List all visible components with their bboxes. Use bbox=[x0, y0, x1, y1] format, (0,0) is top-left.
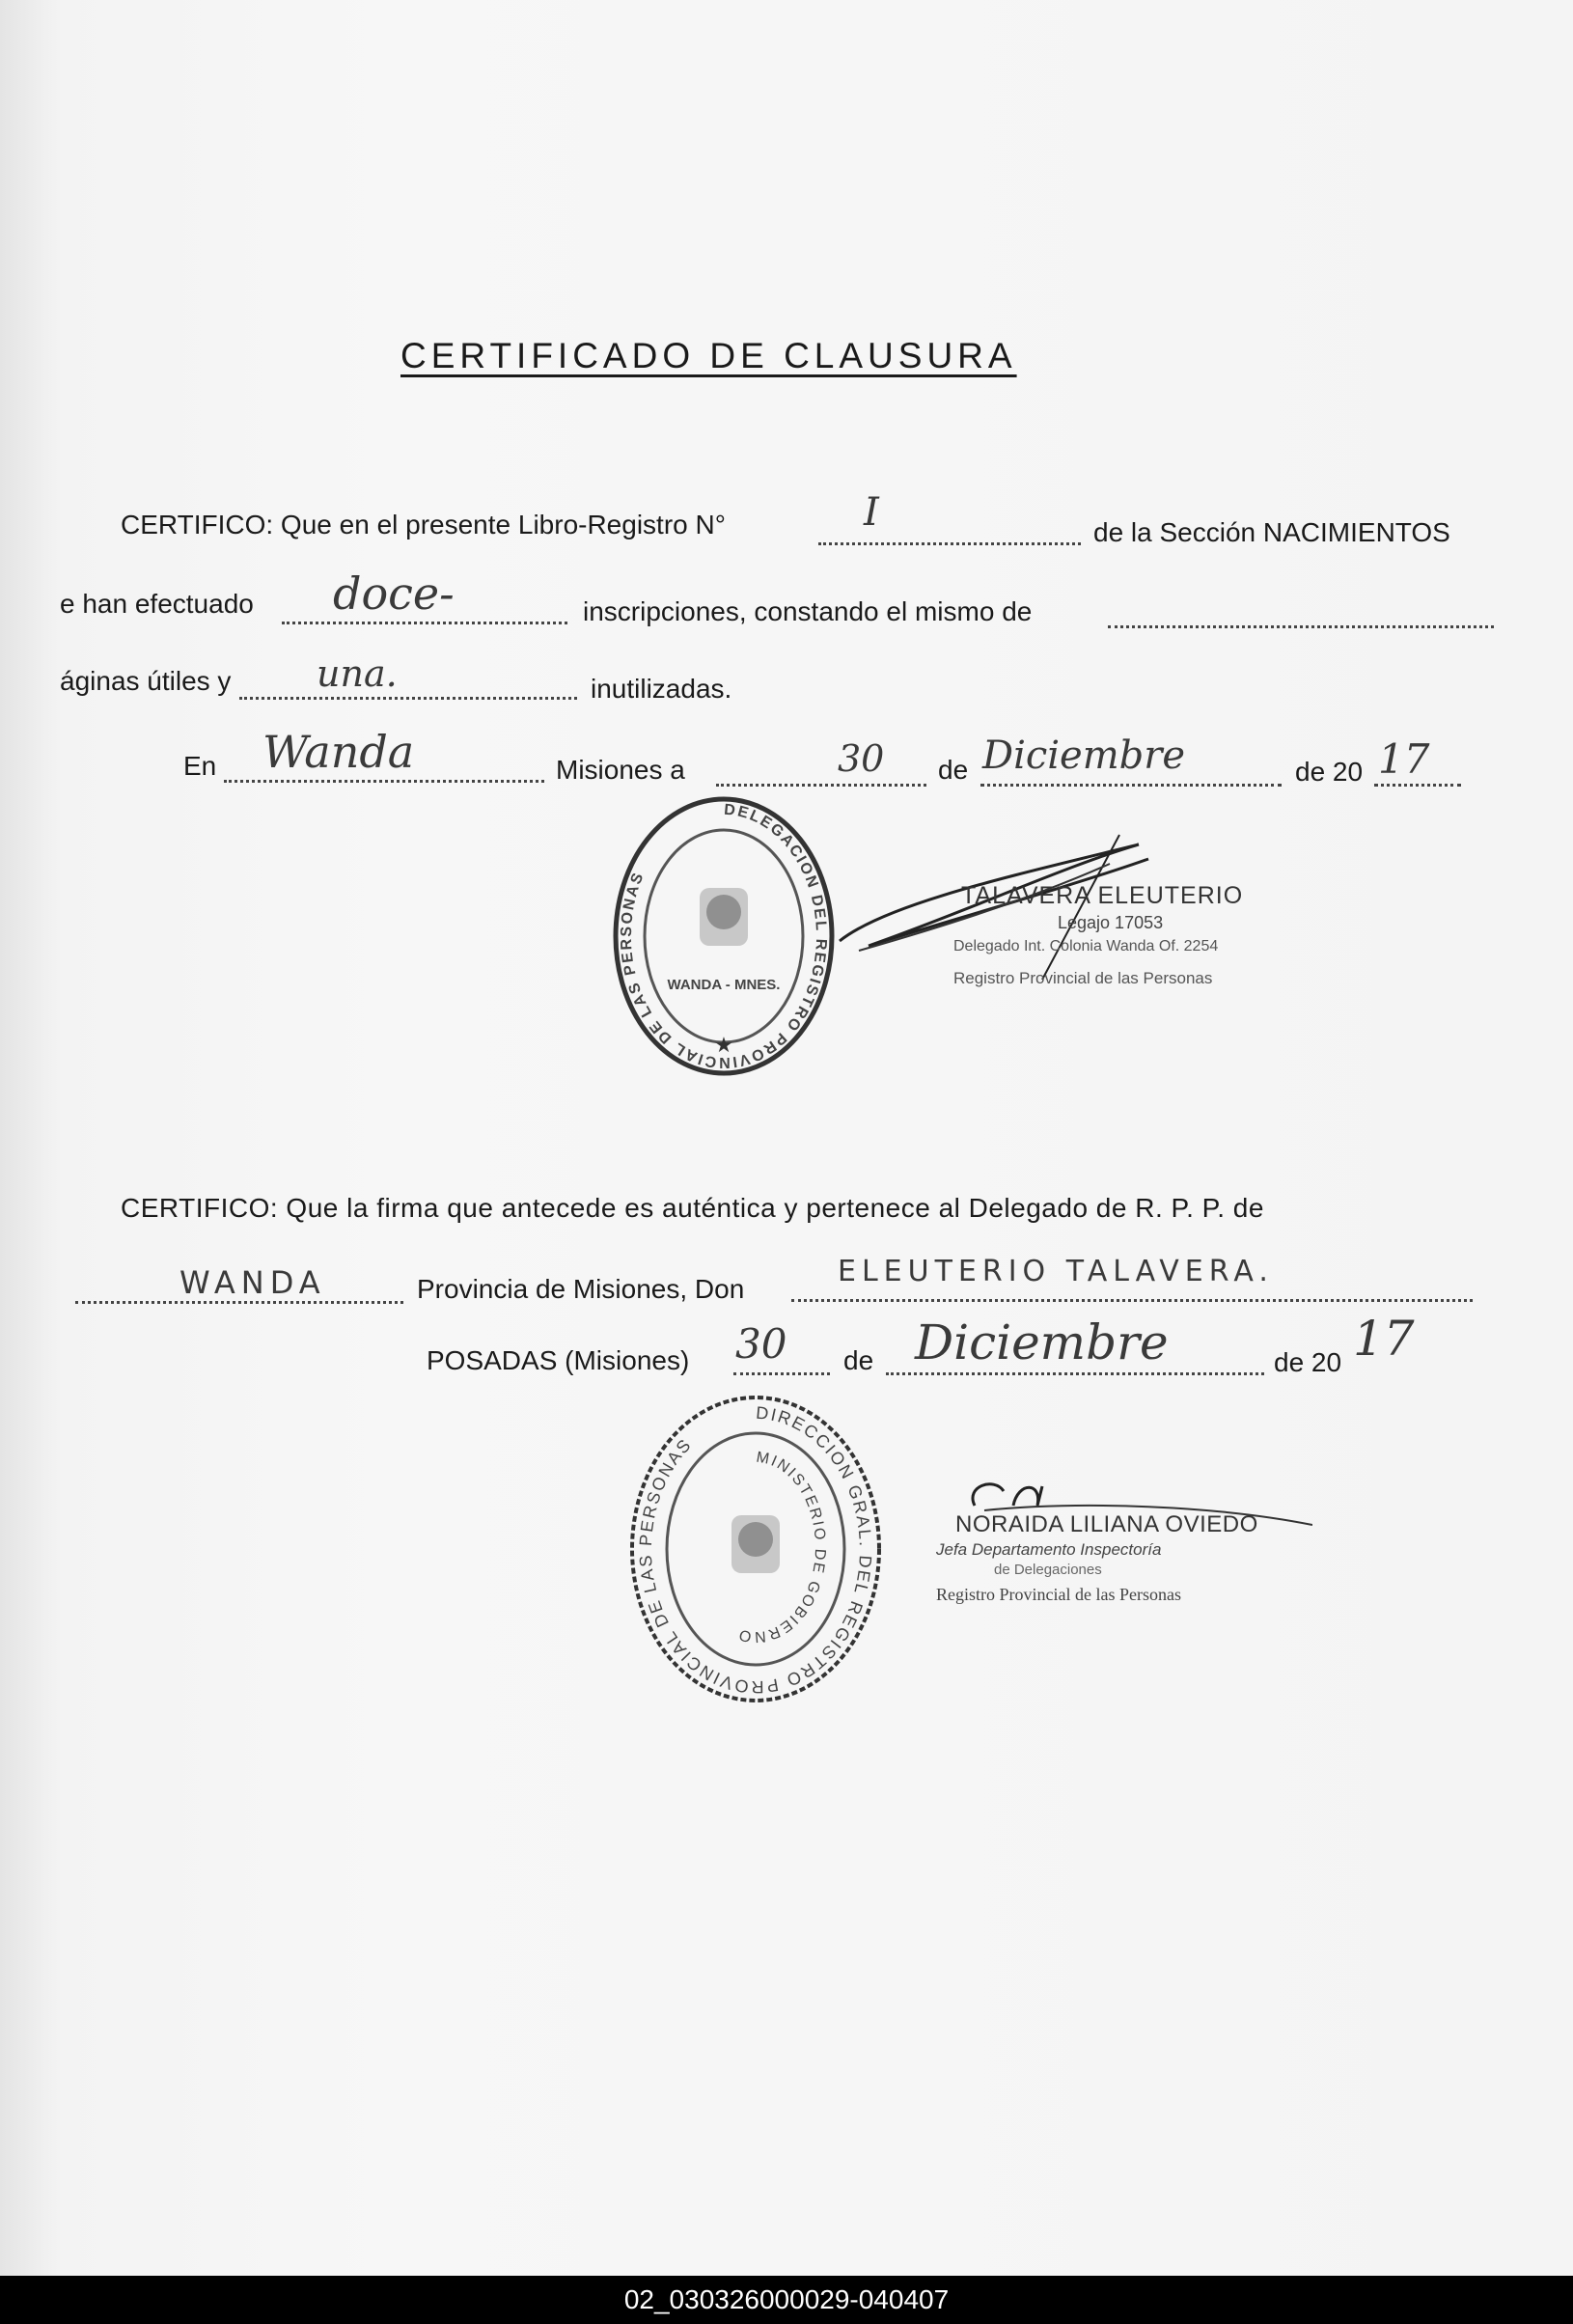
dotted-line bbox=[716, 784, 926, 787]
dotted-line bbox=[75, 1301, 403, 1304]
dotted-line bbox=[1108, 625, 1494, 628]
seal-2-inner-text: MINISTERIO DE GOBIERNO bbox=[735, 1449, 829, 1646]
month-handwriting: Diciembre bbox=[982, 733, 1186, 778]
svg-text:★: ★ bbox=[714, 1033, 733, 1057]
cert2-day-handwriting: 30 bbox=[735, 1320, 787, 1368]
cert1-line1-suffix: de la Sección NACIMIENTOS bbox=[1093, 517, 1450, 547]
inutilizadas-handwriting: una. bbox=[317, 652, 398, 695]
dotted-line bbox=[733, 1372, 830, 1375]
signature-1-name: TALAVERA ELEUTERIO bbox=[961, 882, 1244, 909]
official-seal-1 bbox=[608, 791, 840, 1081]
seal-1-inner-text: WANDA - MNES. bbox=[667, 977, 781, 993]
cert2-city-prefix: POSADAS (Misiones) bbox=[427, 1345, 690, 1375]
cert2-line1: CERTIFICO: Que la firma que antecede es auténtica y pertenece al Delegado de R. P. P. de bbox=[121, 1193, 1264, 1223]
day-handwriting: 30 bbox=[838, 737, 885, 780]
dotted-line bbox=[791, 1299, 1473, 1302]
official-seal-2 bbox=[625, 1390, 886, 1708]
cert2-de-label: de bbox=[843, 1345, 874, 1375]
libro-number-handwriting: I bbox=[864, 490, 879, 535]
dotted-line bbox=[1374, 784, 1461, 787]
dotted-line bbox=[282, 622, 567, 624]
cert1-line2-mid: inscripciones, constando el mismo de bbox=[583, 596, 1033, 626]
signature-1-org: Registro Provincial de las Personas bbox=[953, 969, 1213, 987]
cert2-don-handwriting: ELEUTERIO TALAVERA. bbox=[838, 1255, 1274, 1288]
dotted-line bbox=[886, 1372, 1264, 1375]
document-title: CERTIFICADO DE CLAUSURA bbox=[400, 336, 1017, 375]
dotted-line bbox=[980, 784, 1282, 787]
cert1-line3-suffix: inutilizadas. bbox=[591, 674, 732, 704]
cert2-year-prefix: de 20 bbox=[1274, 1347, 1342, 1377]
inscripciones-handwriting: doce- bbox=[333, 567, 455, 620]
cert2-month-handwriting: Diciembre bbox=[915, 1314, 1169, 1370]
signature-2-role2: de Delegaciones bbox=[994, 1562, 1102, 1578]
cert1-line2-prefix: e han efectuado bbox=[60, 589, 254, 619]
cert1-de-label: de bbox=[938, 755, 969, 785]
cert1-place-mid: Misiones a bbox=[556, 755, 685, 785]
dotted-line bbox=[239, 697, 577, 700]
signature-2-org: Registro Provincial de las Personas bbox=[936, 1585, 1181, 1604]
signature-1-role: Delegado Int. Colonia Wanda Of. 2254 bbox=[953, 938, 1219, 954]
footer-code: 02_030326000029-040407 bbox=[0, 2276, 1573, 2324]
dotted-line bbox=[818, 542, 1081, 545]
signature-2-role1: Jefa Departamento Inspectoría bbox=[936, 1540, 1162, 1559]
seal-1-ring-text: DELEGACION DEL REGISTRO PROVINCIAL DE LAS PERSONAS bbox=[618, 801, 830, 1071]
signature-1-legajo: Legajo 17053 bbox=[1058, 913, 1164, 932]
seal-2-ring-text: DIRECCION GRAL. DEL REGISTRO PROVINCIAL DE LAS PERSONAS bbox=[635, 1402, 875, 1698]
cert1-line1-prefix: CERTIFICO: Que en el presente Libro-Registro N° bbox=[121, 510, 726, 540]
cert1-year-prefix: de 20 bbox=[1295, 757, 1364, 787]
cert1-line3-prefix: áginas útiles y bbox=[60, 666, 232, 696]
place-handwriting: Wanda bbox=[262, 726, 415, 778]
cert2-year-handwriting: 17 bbox=[1353, 1311, 1415, 1367]
signature-2-name: NORAIDA LILIANA OVIEDO bbox=[955, 1511, 1258, 1537]
cert2-place-handwriting: WANDA bbox=[179, 1264, 326, 1301]
cert2-line2-mid: Provincia de Misiones, Don bbox=[417, 1274, 745, 1304]
year-handwriting: 17 bbox=[1378, 735, 1430, 783]
cert1-place-prefix: En bbox=[183, 751, 217, 781]
dotted-line bbox=[224, 780, 544, 783]
